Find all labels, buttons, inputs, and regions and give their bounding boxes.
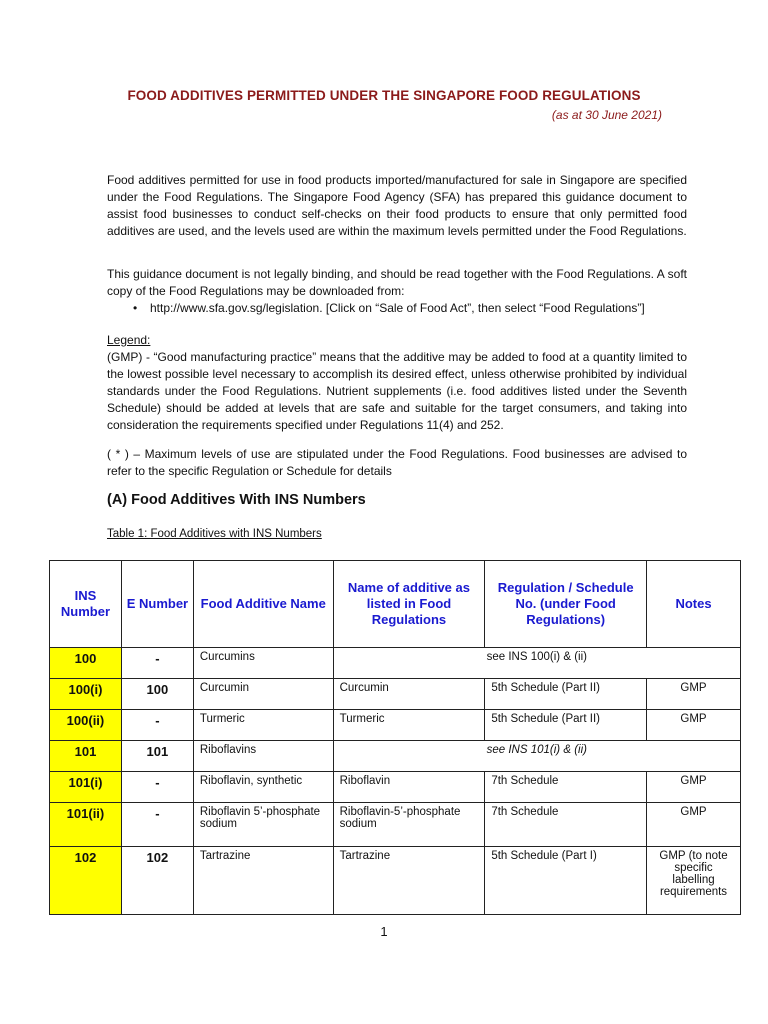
table-row — [50, 741, 741, 772]
cell-name: Turmeric — [193, 710, 333, 741]
cell-e: - — [121, 648, 193, 679]
page-number: 1 — [380, 924, 388, 939]
cell-ins: 101(ii) — [50, 803, 122, 847]
header-additive-name: Food Additive Name — [193, 561, 333, 648]
header-ins-number: INS Number — [50, 561, 122, 648]
cell-ins: 100(i) — [50, 679, 122, 710]
cell-listed: Curcumin — [333, 679, 485, 710]
intro-paragraph: Food additives permitted for use in food products imported/manufactured for sale in Singapore are specified under the Food Regulations. The Singapore Food Agency (SFA) has prepared this guidance document to assist food businesses to conduct self-checks on their food products to ensure that only permitted food additives are used, and the levels used are within the maximum levels permitted under the Food Regulations. — [107, 173, 687, 238]
table-row — [50, 772, 741, 803]
table-row — [50, 710, 741, 741]
bullet-icon: • — [133, 301, 138, 315]
document-date: (as at 30 June 2021) — [551, 108, 662, 122]
cell-regulation: 5th Schedule (Part II) — [485, 679, 647, 710]
legend-gmp-text: (GMP) - “Good manufacturing practice” means that the additive may be added to food at a quantity limited to the lowest possible level necessary to accomplish its desired effect, unless otherwise prohibited by individual standards under the Food Regulations. Nutrient supplements (i.e. food additives listed under the Seventh Schedule) should be added at levels that are safe and suitable for the target consumers, and taking into consideration the requirements specified under Regulations 11(4) and 252. — [107, 350, 687, 432]
header-listed-name: Name of additive as listed in Food Regulations — [333, 561, 485, 648]
additives-table — [49, 560, 741, 915]
cell-name: Riboflavin, synthetic — [193, 772, 333, 803]
legend-star-text: ( * ) – Maximum levels of use are stipulated under the Food Regulations. Food businesses are advised to refer to the specific Regulation or Schedule for details — [107, 447, 687, 478]
cell-e: 102 — [121, 847, 193, 915]
cell-e: - — [121, 772, 193, 803]
cell-ins: 100(ii) — [50, 710, 122, 741]
cell-ins: 102 — [50, 847, 122, 915]
cell-ins: 100 — [50, 648, 122, 679]
cell-listed: Riboflavin-5’-phosphate sodium — [333, 803, 485, 847]
cell-e: 100 — [121, 679, 193, 710]
cell-e: - — [121, 710, 193, 741]
cell-regulation: 7th Schedule — [485, 803, 647, 847]
legend-heading: Legend: — [107, 333, 151, 347]
cell-name: Tartrazine — [193, 847, 333, 915]
cell-regulation: 5th Schedule (Part II) — [485, 710, 647, 741]
cell-notes: GMP — [647, 710, 741, 741]
cell-ins: 101(i) — [50, 772, 122, 803]
download-link-text[interactable]: http://www.sfa.gov.sg/legislation. [Click on “Sale of Food Act”, then select “Food Regulations”] — [150, 301, 645, 315]
cell-name: Curcumins — [193, 648, 333, 679]
table-caption: Table 1: Food Additives with INS Numbers — [107, 528, 322, 540]
guidance-paragraph: This guidance document is not legally binding, and should be read together with the Food Regulations. A soft copy of the Food Regulations may be downloaded from: — [107, 267, 687, 298]
cell-name: Riboflavins — [193, 741, 333, 772]
cell-e: - — [121, 803, 193, 847]
table-header-row — [50, 561, 741, 648]
table-row — [50, 679, 741, 710]
table-row — [50, 648, 741, 679]
cell-name: Curcumin — [193, 679, 333, 710]
cell-listed: Turmeric — [333, 710, 485, 741]
cell-listed: Tartrazine — [333, 847, 485, 915]
section-heading: (A) Food Additives With INS Numbers — [107, 492, 366, 508]
cell-see-reference: see INS 101(i) & (ii) — [333, 741, 740, 772]
cell-regulation: 5th Schedule (Part I) — [485, 847, 647, 915]
cell-regulation: 7th Schedule — [485, 772, 647, 803]
cell-e: 101 — [121, 741, 193, 772]
cell-ins: 101 — [50, 741, 122, 772]
cell-notes: GMP (to note specific labelling requirements — [647, 847, 741, 915]
cell-notes: GMP — [647, 803, 741, 847]
cell-see-reference: see INS 100(i) & (ii) — [333, 648, 740, 679]
cell-name: Riboflavin 5’-phosphate sodium — [193, 803, 333, 847]
header-regulation: Regulation / Schedule No. (under Food Regulations) — [485, 561, 647, 648]
cell-listed: Riboflavin — [333, 772, 485, 803]
cell-notes: GMP — [647, 679, 741, 710]
document-title: FOOD ADDITIVES PERMITTED UNDER THE SINGAPORE FOOD REGULATIONS — [127, 88, 641, 103]
header-notes: Notes — [647, 561, 741, 648]
table-row — [50, 847, 741, 915]
table-row — [50, 803, 741, 847]
header-e-number: E Number — [121, 561, 193, 648]
cell-notes: GMP — [647, 772, 741, 803]
